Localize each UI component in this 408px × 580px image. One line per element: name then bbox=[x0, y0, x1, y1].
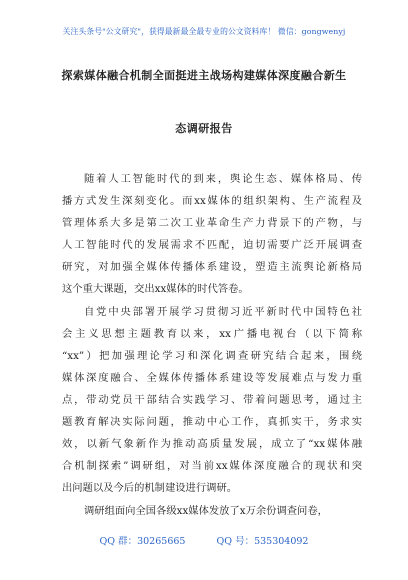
paragraph-line: 合机制探索”调研组，对当前xx媒体深度融合的现状和突 bbox=[62, 460, 362, 472]
footer-qq-group: QQ 群：30265665 bbox=[99, 536, 186, 547]
paragraph-line: 管理体系大多是第二次工业革命生产力背景下的产物，与 bbox=[62, 217, 362, 229]
paragraph-line: 这个重大课题，交出xx媒体的时代答卷。 bbox=[62, 283, 249, 295]
document-title-line2: 态调研报告 bbox=[175, 122, 233, 135]
footer-qq-number: QQ 号：535304092 bbox=[216, 536, 309, 547]
paragraph-line: 会主义思想主题教育以来，xx广播电视台（以下简称 bbox=[62, 328, 362, 340]
document-title-line1: 探索媒体融合机制全面挺进主战场构建媒体深度融合新生 bbox=[61, 69, 347, 82]
paragraph-line: 播方式发生深刻变化。而xx媒体的组织架构、生产流程及 bbox=[62, 195, 362, 207]
paragraph-line: 自党中央部署开展学习贯彻习近平新时代中国特色社 bbox=[84, 306, 362, 318]
paragraph-line: 媒体深度融合、全媒体传播体系建设等发展难点与发力重 bbox=[62, 372, 362, 384]
paragraph-line: 出问题以及今后的机制建设进行调研。 bbox=[62, 482, 238, 494]
header-banner: 关注头条号"公文研究"，获得最新最全最专业的公文资料库！ 微信：gongwenyj bbox=[62, 27, 346, 36]
paragraph-line: 调研组面向全国各级xx媒体发放了x万余份调查问卷， bbox=[84, 505, 328, 517]
paragraph-line: 点，带动党员干部结合实践学习、带着问题思考，通过主 bbox=[62, 394, 362, 406]
footer-contact bbox=[0, 533, 408, 547]
paragraph-line: 研究，对加强全媒体传播体系建设，塑造主流舆论新格局 bbox=[62, 261, 362, 273]
paragraph-line: 随着人工智能时代的到来，舆论生态、媒体格局、传 bbox=[84, 173, 362, 185]
paragraph-line: 效，以新气象新作为推动高质量发展，成立了“xx媒体融 bbox=[62, 438, 362, 450]
paragraph-line: 人工智能时代的发展需求不匹配，迫切需要广泛开展调查 bbox=[62, 239, 362, 251]
paragraph-line: “xx”）把加强理论学习和深化调查研究结合起来，围绕 bbox=[62, 350, 362, 362]
paragraph-line: 题教育解决实际问题，推动中心工作，真抓实干，务求实 bbox=[62, 416, 362, 428]
